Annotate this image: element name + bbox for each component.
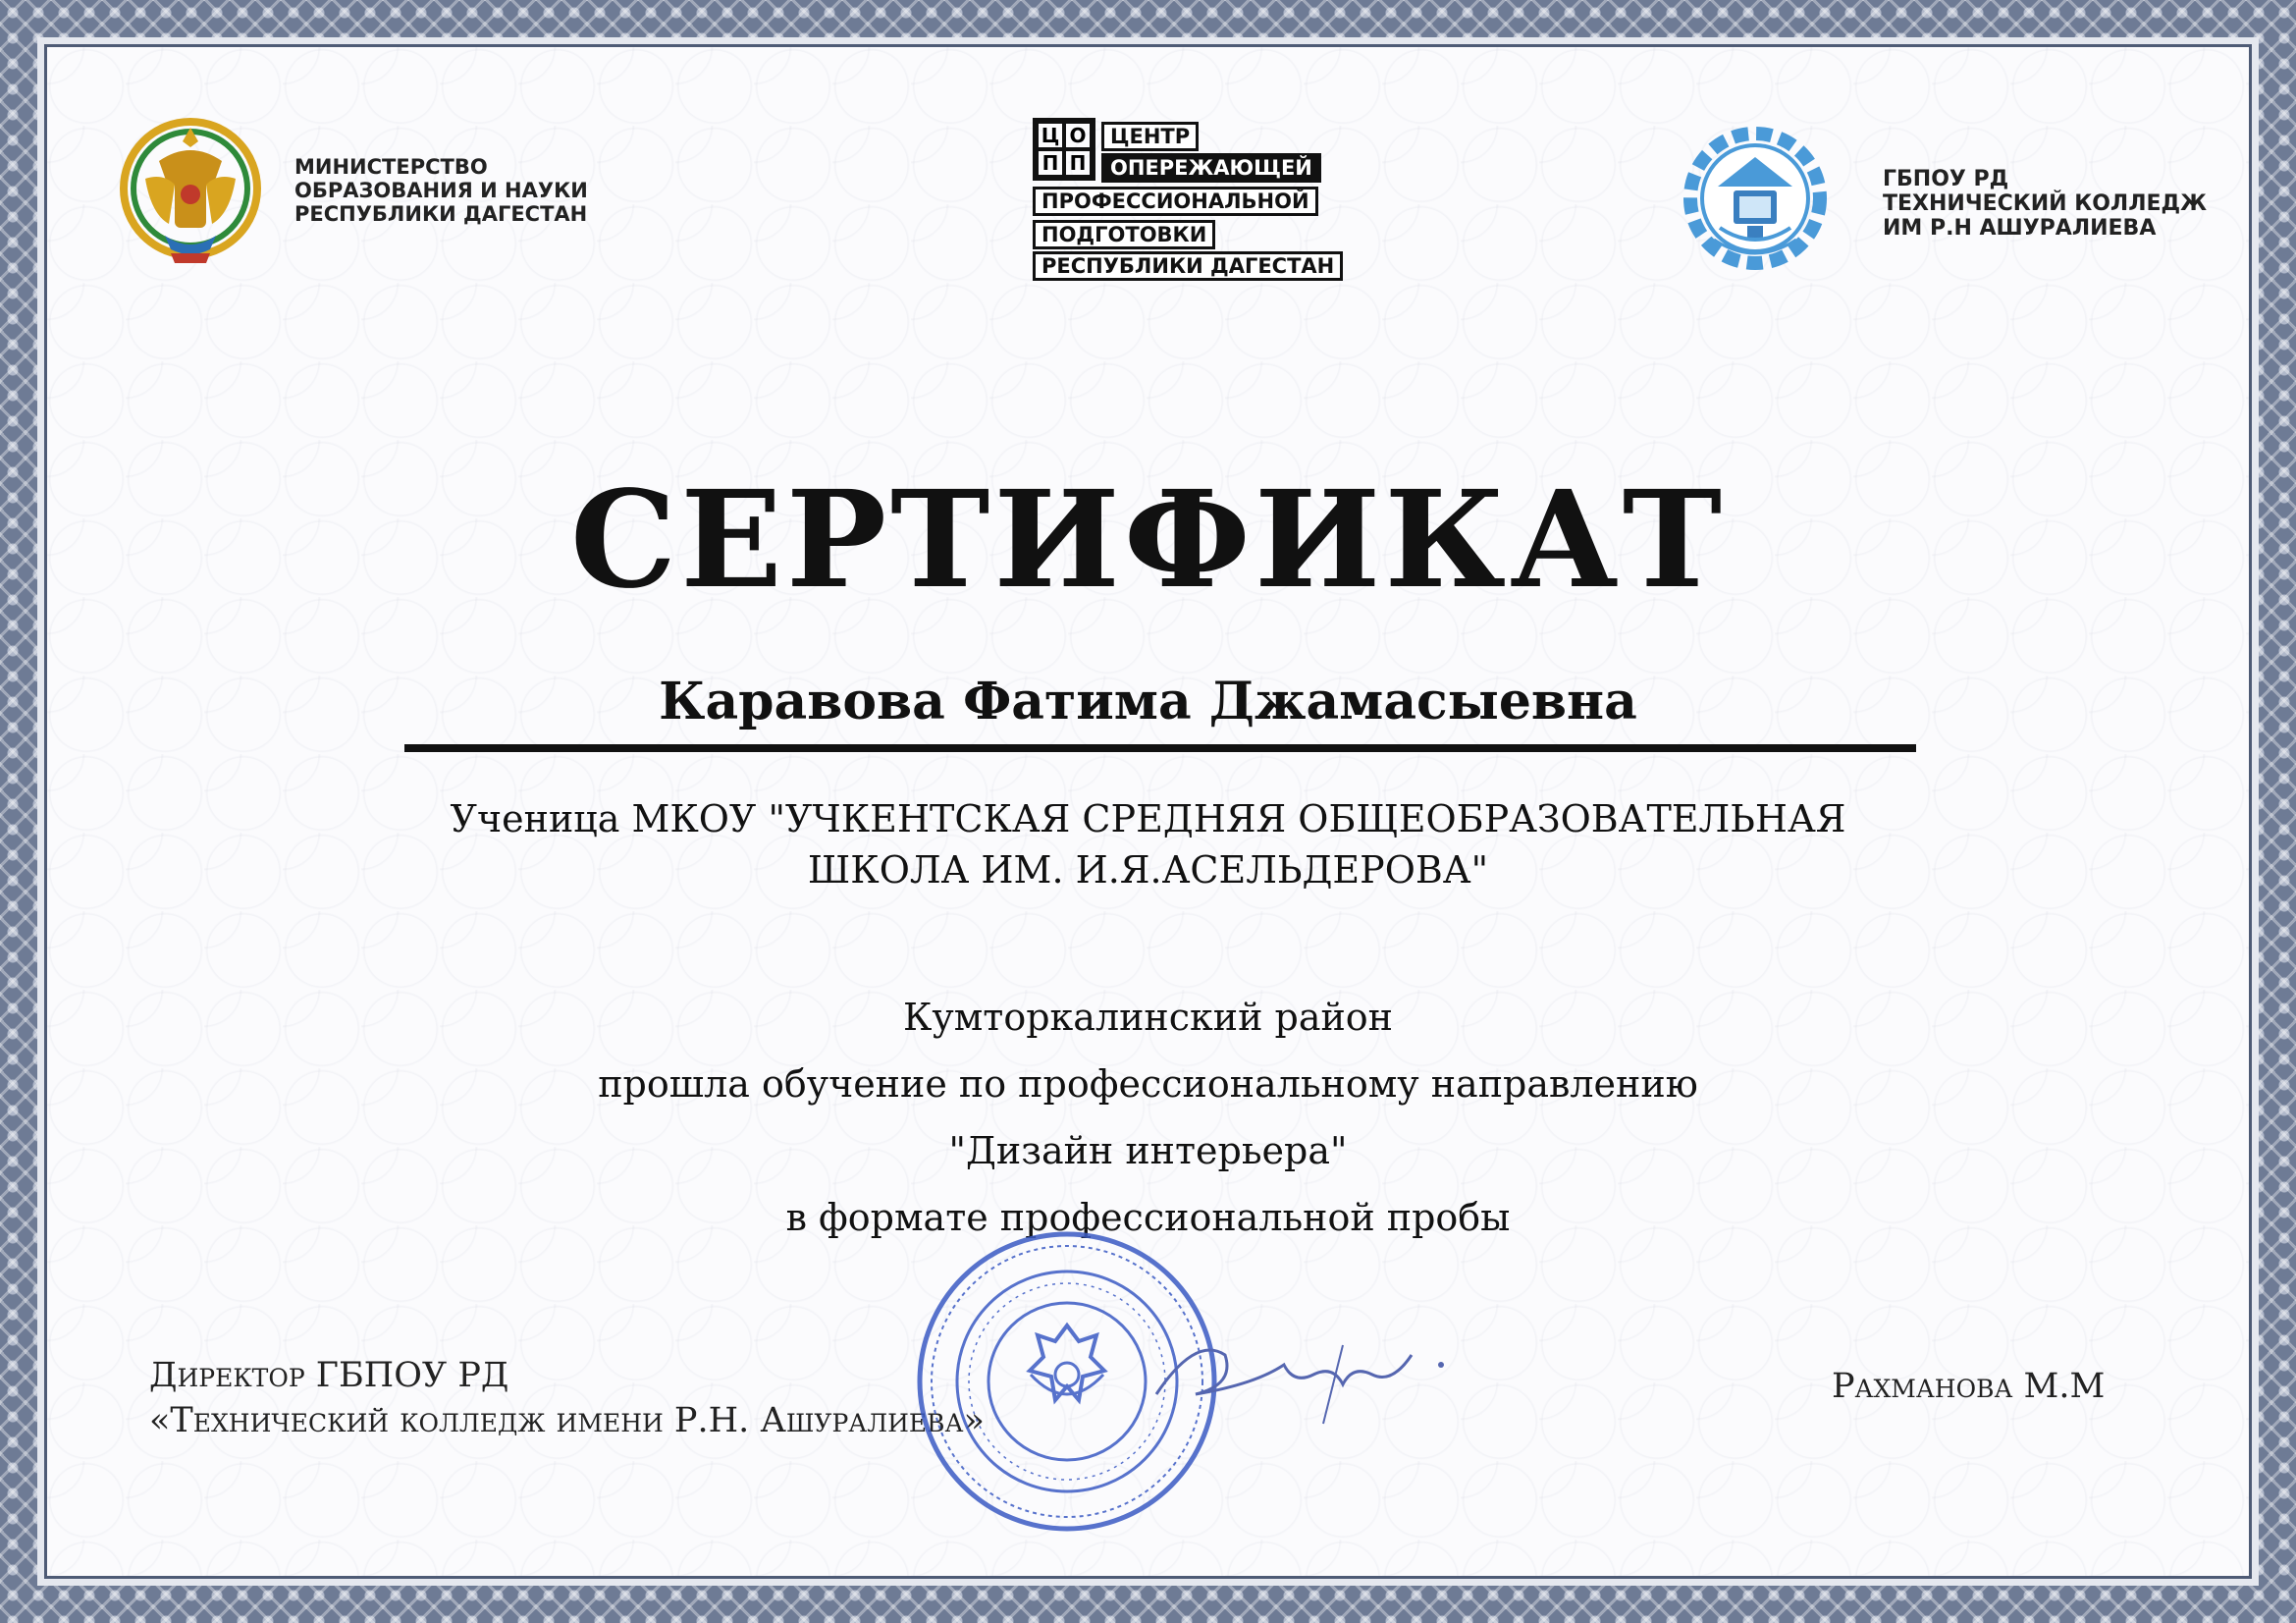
school-info [0, 793, 2296, 895]
college-name [1883, 167, 2207, 241]
training-info [0, 984, 2296, 1251]
training-direction: "Дизайн интерьера" [948, 1129, 1348, 1172]
signatory-position-line: Директор ГБПОУ РД [149, 1356, 509, 1395]
copp-line: ОПЕРЕЖАЮЩЕЙ [1101, 153, 1321, 183]
district: Кумторкалинский район [902, 996, 1394, 1039]
college-line: ТЕХНИЧЕСКИЙ КОЛЛЕДЖ [1883, 191, 2208, 216]
copp-monogram [1033, 118, 1095, 181]
copp-line: РЕСПУБЛИКИ ДАГЕСТАН [1033, 251, 1343, 281]
dagestan-coat-of-arms-icon [116, 110, 265, 275]
school-line: Ученица МКОУ "УЧКЕНТСКАЯ СРЕДНЯЯ ОБЩЕОБРАЗОВАТЕЛЬНАЯ [450, 797, 1846, 840]
copp-line: ПОДГОТОВКИ [1033, 220, 1215, 249]
recipient-name: Каравова Фатима Джамасыевна [659, 672, 1637, 731]
college-gear-logo-icon [1675, 118, 1836, 279]
copp-letter: П [1037, 149, 1064, 177]
signatory-name: Рахманова М.М [1832, 1367, 2106, 1406]
copp-line: ЦЕНТР [1101, 122, 1199, 151]
certificate-title: СЕРТИФИКАТ [569, 461, 1727, 619]
handwritten-signature-icon [1147, 1306, 1461, 1434]
college-line: ИМ Р.Н АШУРАЛИЕВА [1883, 216, 2157, 241]
signatory-position [149, 1353, 985, 1443]
ministry-line: ОБРАЗОВАНИЯ И НАУКИ [294, 179, 588, 202]
ministry-name [294, 155, 618, 226]
training-statement: прошла обучение по профессиональному направлению [598, 1062, 1698, 1106]
signatory-position-line: «Технический колледж имени Р.Н. Ашуралиева» [149, 1401, 985, 1440]
copp-letter: Ц [1037, 122, 1064, 149]
copp-letter: П [1064, 149, 1092, 177]
copp-letter: О [1064, 122, 1092, 149]
school-line: ШКОЛА ИМ. И.Я.АСЕЛЬДЕРОВА" [807, 848, 1489, 892]
training-format: в формате профессиональной пробы [785, 1196, 1511, 1239]
name-underline [404, 744, 1916, 752]
copp-line: ПРОФЕССИОНАЛЬНОЙ [1033, 187, 1318, 216]
college-line: ГБПОУ РД [1883, 167, 2009, 191]
ministry-line: РЕСПУБЛИКИ ДАГЕСТАН [294, 202, 588, 226]
ministry-line: МИНИСТЕРСТВО [294, 155, 488, 179]
